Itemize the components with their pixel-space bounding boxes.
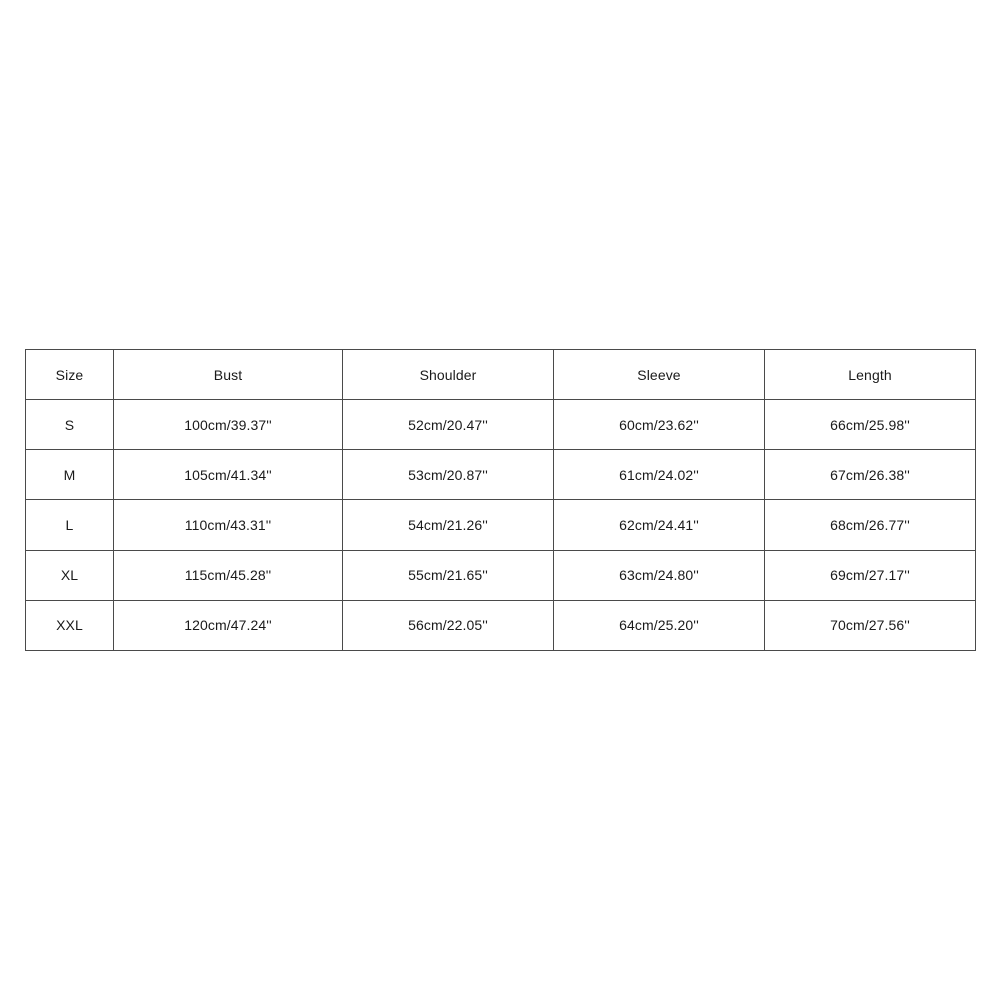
cell-length: 69cm/27.17'' bbox=[765, 550, 976, 600]
cell-shoulder: 55cm/21.65'' bbox=[343, 550, 554, 600]
cell-bust: 110cm/43.31'' bbox=[114, 500, 343, 550]
cell-bust: 100cm/39.37'' bbox=[114, 400, 343, 450]
table-row bbox=[26, 400, 976, 450]
cell-size: XXL bbox=[26, 600, 114, 650]
cell-size: XL bbox=[26, 550, 114, 600]
cell-shoulder: 52cm/20.47'' bbox=[343, 400, 554, 450]
header-bust: Bust bbox=[114, 350, 343, 400]
cell-length: 66cm/25.98'' bbox=[765, 400, 976, 450]
cell-sleeve: 61cm/24.02'' bbox=[554, 450, 765, 500]
cell-length: 67cm/26.38'' bbox=[765, 450, 976, 500]
cell-sleeve: 63cm/24.80'' bbox=[554, 550, 765, 600]
cell-bust: 120cm/47.24'' bbox=[114, 600, 343, 650]
cell-shoulder: 56cm/22.05'' bbox=[343, 600, 554, 650]
table-header-row bbox=[26, 350, 976, 400]
cell-sleeve: 60cm/23.62'' bbox=[554, 400, 765, 450]
cell-shoulder: 54cm/21.26'' bbox=[343, 500, 554, 550]
header-sleeve: Sleeve bbox=[554, 350, 765, 400]
cell-size: L bbox=[26, 500, 114, 550]
cell-shoulder: 53cm/20.87'' bbox=[343, 450, 554, 500]
table-row bbox=[26, 450, 976, 500]
cell-sleeve: 64cm/25.20'' bbox=[554, 600, 765, 650]
cell-bust: 105cm/41.34'' bbox=[114, 450, 343, 500]
header-shoulder: Shoulder bbox=[343, 350, 554, 400]
cell-size: S bbox=[26, 400, 114, 450]
cell-size: M bbox=[26, 450, 114, 500]
cell-length: 70cm/27.56'' bbox=[765, 600, 976, 650]
cell-length: 68cm/26.77'' bbox=[765, 500, 976, 550]
cell-bust: 115cm/45.28'' bbox=[114, 550, 343, 600]
header-length: Length bbox=[765, 350, 976, 400]
size-chart-table bbox=[25, 349, 976, 651]
table-row bbox=[26, 550, 976, 600]
table-row bbox=[26, 500, 976, 550]
cell-sleeve: 62cm/24.41'' bbox=[554, 500, 765, 550]
table-row bbox=[26, 600, 976, 650]
header-size: Size bbox=[26, 350, 114, 400]
